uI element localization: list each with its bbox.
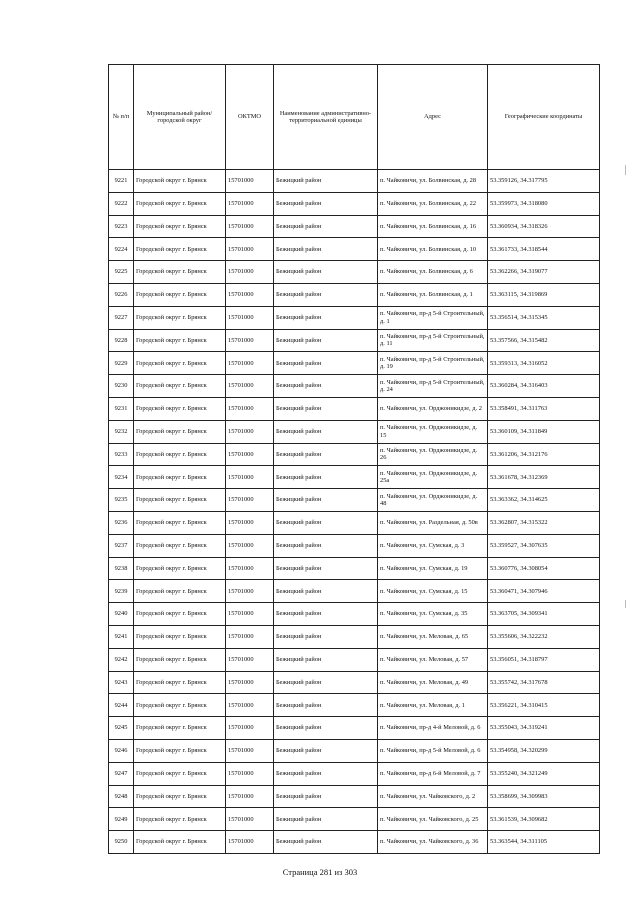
cell-municipality: Городской округ г. Брянск [134, 192, 226, 215]
cell-number: 9241 [109, 625, 134, 648]
cell-admin-unit: Бежицкий район [274, 648, 378, 671]
cell-coordinates: 53.354958, 34.320299 [488, 739, 600, 762]
cell-number: 9232 [109, 420, 134, 443]
cell-number: 9248 [109, 785, 134, 808]
cell-address: п. Чайковичи, пр-д 5-й Строительный, д. 11 [378, 329, 488, 352]
cell-admin-unit: Бежицкий район [274, 489, 378, 512]
table-row [109, 557, 600, 580]
cell-admin-unit: Бежицкий район [274, 192, 378, 215]
cell-coordinates: 53.356221, 34.310415 [488, 694, 600, 717]
cell-number: 9228 [109, 329, 134, 352]
cell-oktmo: 15701000 [226, 489, 274, 512]
header-address: Адрес [378, 65, 488, 170]
table-header-row [109, 65, 600, 170]
cell-municipality: Городской округ г. Брянск [134, 808, 226, 831]
table-row [109, 466, 600, 489]
cell-municipality: Городской округ г. Брянск [134, 443, 226, 466]
cell-address: п. Чайковичи, ул. Чайковского, д. 25 [378, 808, 488, 831]
cell-number: 9234 [109, 466, 134, 489]
cell-coordinates: 53.360284, 34.316403 [488, 375, 600, 398]
cell-oktmo: 15701000 [226, 238, 274, 261]
cell-municipality: Городской округ г. Брянск [134, 397, 226, 420]
cell-address: п. Чайковичи, ул. Меловая, д. 65 [378, 625, 488, 648]
table-row [109, 397, 600, 420]
cell-admin-unit: Бежицкий район [274, 511, 378, 534]
cell-municipality: Городской округ г. Брянск [134, 534, 226, 557]
cell-address: п. Чайковичи, пр-д 5-й Меловой, д. 6 [378, 739, 488, 762]
cell-oktmo: 15701000 [226, 192, 274, 215]
table-row [109, 694, 600, 717]
cell-number: 9223 [109, 215, 134, 238]
cell-admin-unit: Бежицкий район [274, 329, 378, 352]
cell-oktmo: 15701000 [226, 762, 274, 785]
cell-oktmo: 15701000 [226, 625, 274, 648]
cell-number: 9224 [109, 238, 134, 261]
table-row [109, 170, 600, 193]
cell-coordinates: 53.362266, 34.319077 [488, 261, 600, 284]
cell-admin-unit: Бежицкий район [274, 762, 378, 785]
cell-oktmo: 15701000 [226, 534, 274, 557]
cell-address: п. Чайковичи, ул. Сумская, д. 3 [378, 534, 488, 557]
cell-oktmo: 15701000 [226, 808, 274, 831]
cell-address: п. Чайковичи, ул. Чайковского, д. 2 [378, 785, 488, 808]
cell-coordinates: 53.355742, 34.317678 [488, 671, 600, 694]
cell-address: п. Чайковичи, ул. Орджоникидзе, д. 48 [378, 489, 488, 512]
cell-municipality: Городской округ г. Брянск [134, 283, 226, 306]
cell-number: 9229 [109, 352, 134, 375]
cell-address: п. Чайковичи, ул. Меловая, д. 49 [378, 671, 488, 694]
cell-admin-unit: Бежицкий район [274, 443, 378, 466]
header-number: № п/п [109, 65, 134, 170]
cell-address: п. Чайковичи, ул. Орджоникидзе, д. 25а [378, 466, 488, 489]
table-row [109, 489, 600, 512]
cell-coordinates: 53.361733, 34.318544 [488, 238, 600, 261]
table-row [109, 785, 600, 808]
cell-coordinates: 53.363705, 34.309341 [488, 603, 600, 626]
cell-number: 9249 [109, 808, 134, 831]
cell-number: 9244 [109, 694, 134, 717]
cell-number: 9230 [109, 375, 134, 398]
cell-coordinates: 53.359527, 34.307635 [488, 534, 600, 557]
table-row [109, 625, 600, 648]
cell-municipality: Городской округ г. Брянск [134, 329, 226, 352]
table-row [109, 831, 600, 854]
cell-municipality: Городской округ г. Брянск [134, 739, 226, 762]
cell-address: п. Чайковичи, ул. Орджоникидзе, д. 26 [378, 443, 488, 466]
cell-number: 9239 [109, 580, 134, 603]
cell-coordinates: 53.362807, 34.315322 [488, 511, 600, 534]
cell-municipality: Городской округ г. Брянск [134, 671, 226, 694]
cell-coordinates: 53.359313, 34.316052 [488, 352, 600, 375]
cell-oktmo: 15701000 [226, 420, 274, 443]
cell-oktmo: 15701000 [226, 283, 274, 306]
cell-municipality: Городской округ г. Брянск [134, 420, 226, 443]
cell-municipality: Городской округ г. Брянск [134, 580, 226, 603]
header-coordinates: Географические координаты [488, 65, 600, 170]
cell-address: п. Чайковичи, ул. Болвинская, д. 28 [378, 170, 488, 193]
header-oktmo: ОКТМО [226, 65, 274, 170]
cell-number: 9226 [109, 283, 134, 306]
cell-municipality: Городской округ г. Брянск [134, 648, 226, 671]
cell-admin-unit: Бежицкий район [274, 671, 378, 694]
cell-oktmo: 15701000 [226, 443, 274, 466]
cell-admin-unit: Бежицкий район [274, 580, 378, 603]
cell-number: 9242 [109, 648, 134, 671]
cell-address: п. Чайковичи, ул. Болвинская, д. 10 [378, 238, 488, 261]
cell-oktmo: 15701000 [226, 170, 274, 193]
cell-address: п. Чайковичи, ул. Болвинская, д. 22 [378, 192, 488, 215]
cell-address: п. Чайковичи, ул. Болвинская, д. 16 [378, 215, 488, 238]
table-row [109, 192, 600, 215]
cell-admin-unit: Бежицкий район [274, 397, 378, 420]
cell-number: 9227 [109, 306, 134, 329]
cell-address: п. Чайковичи, ул. Сумская, д. 35 [378, 603, 488, 626]
cell-municipality: Городской округ г. Брянск [134, 717, 226, 740]
table-row [109, 329, 600, 352]
cell-coordinates: 53.363362, 34.314625 [488, 489, 600, 512]
cell-admin-unit: Бежицкий район [274, 420, 378, 443]
table-row [109, 352, 600, 375]
cell-coordinates: 53.360776, 34.308054 [488, 557, 600, 580]
cell-oktmo: 15701000 [226, 306, 274, 329]
cell-municipality: Городской округ г. Брянск [134, 375, 226, 398]
cell-coordinates: 53.361539, 34.309682 [488, 808, 600, 831]
cell-number: 9221 [109, 170, 134, 193]
cell-admin-unit: Бежицкий район [274, 283, 378, 306]
cell-oktmo: 15701000 [226, 603, 274, 626]
cell-address: п. Чайковичи, пр-д 5-й Строительный, д. 24 [378, 375, 488, 398]
cell-number: 9237 [109, 534, 134, 557]
cell-oktmo: 15701000 [226, 352, 274, 375]
cell-oktmo: 15701000 [226, 261, 274, 284]
cell-address: п. Чайковичи, ул. Орджоникидзе, д. 2 [378, 397, 488, 420]
table-row [109, 808, 600, 831]
cell-address: п. Чайковичи, ул. Орджоникидзе, д. 15 [378, 420, 488, 443]
table-row [109, 671, 600, 694]
table-row [109, 215, 600, 238]
cell-coordinates: 53.357566, 34.315482 [488, 329, 600, 352]
cell-number: 9243 [109, 671, 134, 694]
cell-coordinates: 53.355606, 34.322232 [488, 625, 600, 648]
cell-coordinates: 53.355043, 34.319241 [488, 717, 600, 740]
cell-admin-unit: Бежицкий район [274, 352, 378, 375]
table-row [109, 511, 600, 534]
cell-number: 9247 [109, 762, 134, 785]
cell-address: п. Чайковичи, ул. Болвинская, д. 1 [378, 283, 488, 306]
cell-number: 9233 [109, 443, 134, 466]
table-row [109, 283, 600, 306]
cell-oktmo: 15701000 [226, 215, 274, 238]
cell-number: 9236 [109, 511, 134, 534]
cell-admin-unit: Бежицкий район [274, 717, 378, 740]
cell-address: п. Чайковичи, пр-д 6-й Меловой, д. 7 [378, 762, 488, 785]
cell-coordinates: 53.363544, 34.311105 [488, 831, 600, 854]
cell-address: п. Чайковичи, ул. Сумская, д. 15 [378, 580, 488, 603]
cell-coordinates: 53.356514, 34.315345 [488, 306, 600, 329]
cell-number: 9246 [109, 739, 134, 762]
table-row [109, 762, 600, 785]
table-row [109, 603, 600, 626]
table-row [109, 443, 600, 466]
cell-oktmo: 15701000 [226, 580, 274, 603]
cell-address: п. Чайковичи, пр-д 4-й Меловой, д. 6 [378, 717, 488, 740]
cell-number: 9235 [109, 489, 134, 512]
table-row [109, 534, 600, 557]
cell-coordinates: 53.356051, 34.318797 [488, 648, 600, 671]
cell-admin-unit: Бежицкий район [274, 215, 378, 238]
table-row [109, 580, 600, 603]
cell-municipality: Городской округ г. Брянск [134, 170, 226, 193]
page-number: Страница 281 из 303 [282, 867, 358, 877]
table-body [109, 170, 600, 854]
cell-admin-unit: Бежицкий район [274, 375, 378, 398]
table-row [109, 648, 600, 671]
table-row [109, 739, 600, 762]
cell-municipality: Городской округ г. Брянск [134, 466, 226, 489]
cell-address: п. Чайковичи, пр-д 5-й Строительный, д. 19 [378, 352, 488, 375]
table-row [109, 261, 600, 284]
margin-mark [625, 165, 626, 175]
cell-municipality: Городской округ г. Брянск [134, 785, 226, 808]
cell-admin-unit: Бежицкий район [274, 261, 378, 284]
cell-coordinates: 53.359126, 34.317795 [488, 170, 600, 193]
cell-oktmo: 15701000 [226, 739, 274, 762]
cell-municipality: Городской округ г. Брянск [134, 762, 226, 785]
cell-coordinates: 53.360471, 34.307946 [488, 580, 600, 603]
cell-oktmo: 15701000 [226, 397, 274, 420]
table-row [109, 717, 600, 740]
cell-coordinates: 53.359973, 34.318080 [488, 192, 600, 215]
cell-oktmo: 15701000 [226, 694, 274, 717]
cell-admin-unit: Бежицкий район [274, 557, 378, 580]
margin-mark [625, 600, 626, 608]
cell-admin-unit: Бежицкий район [274, 739, 378, 762]
cell-oktmo: 15701000 [226, 466, 274, 489]
cell-oktmo: 15701000 [226, 671, 274, 694]
cell-admin-unit: Бежицкий район [274, 170, 378, 193]
cell-municipality: Городской округ г. Брянск [134, 306, 226, 329]
cell-admin-unit: Бежицкий район [274, 808, 378, 831]
cell-oktmo: 15701000 [226, 329, 274, 352]
cell-admin-unit: Бежицкий район [274, 831, 378, 854]
cell-admin-unit: Бежицкий район [274, 785, 378, 808]
table-row [109, 306, 600, 329]
cell-address: п. Чайковичи, ул. Чайковского, д. 36 [378, 831, 488, 854]
cell-oktmo: 15701000 [226, 375, 274, 398]
cell-admin-unit: Бежицкий район [274, 603, 378, 626]
cell-coordinates: 53.358491, 34.311763 [488, 397, 600, 420]
cell-admin-unit: Бежицкий район [274, 625, 378, 648]
cell-number: 9245 [109, 717, 134, 740]
cell-municipality: Городской округ г. Брянск [134, 511, 226, 534]
cell-address: п. Чайковичи, ул. Меловая, д. 1 [378, 694, 488, 717]
cell-coordinates: 53.360109, 34.311849 [488, 420, 600, 443]
header-municipality: Муниципальный район/городской округ [134, 65, 226, 170]
cell-address: п. Чайковичи, ул. Раздельная, д. 50в [378, 511, 488, 534]
cell-admin-unit: Бежицкий район [274, 306, 378, 329]
cell-number: 9250 [109, 831, 134, 854]
cell-number: 9231 [109, 397, 134, 420]
cell-admin-unit: Бежицкий район [274, 466, 378, 489]
header-admin-unit: Наименование административно-территориальной единицы [274, 65, 378, 170]
cell-coordinates: 53.355240, 34.321249 [488, 762, 600, 785]
cell-municipality: Городской округ г. Брянск [134, 603, 226, 626]
cell-municipality: Городской округ г. Брянск [134, 625, 226, 648]
cell-coordinates: 53.360934, 34.318326 [488, 215, 600, 238]
table-row [109, 375, 600, 398]
cell-coordinates: 53.361206, 34.312176 [488, 443, 600, 466]
cell-oktmo: 15701000 [226, 831, 274, 854]
cell-municipality: Городской округ г. Брянск [134, 694, 226, 717]
cell-number: 9240 [109, 603, 134, 626]
cell-address: п. Чайковичи, ул. Болвинская, д. 6 [378, 261, 488, 284]
registry-table [108, 64, 600, 854]
table-row [109, 238, 600, 261]
cell-municipality: Городской округ г. Брянск [134, 261, 226, 284]
cell-admin-unit: Бежицкий район [274, 238, 378, 261]
cell-municipality: Городской округ г. Брянск [134, 215, 226, 238]
cell-coordinates: 53.361678, 34.312369 [488, 466, 600, 489]
cell-oktmo: 15701000 [226, 648, 274, 671]
cell-oktmo: 15701000 [226, 785, 274, 808]
cell-coordinates: 53.363115, 34.319869 [488, 283, 600, 306]
cell-number: 9225 [109, 261, 134, 284]
cell-admin-unit: Бежицкий район [274, 534, 378, 557]
cell-municipality: Городской округ г. Брянск [134, 489, 226, 512]
cell-oktmo: 15701000 [226, 557, 274, 580]
cell-oktmo: 15701000 [226, 511, 274, 534]
cell-address: п. Чайковичи, ул. Сумская, д. 19 [378, 557, 488, 580]
cell-oktmo: 15701000 [226, 717, 274, 740]
cell-address: п. Чайковичи, ул. Меловая, д. 57 [378, 648, 488, 671]
cell-municipality: Городской округ г. Брянск [134, 352, 226, 375]
cell-admin-unit: Бежицкий район [274, 694, 378, 717]
cell-municipality: Городской округ г. Брянск [134, 238, 226, 261]
cell-municipality: Городской округ г. Брянск [134, 557, 226, 580]
cell-coordinates: 53.358699, 34.309983 [488, 785, 600, 808]
cell-address: п. Чайковичи, пр-д 5-й Строительный, д. 1 [378, 306, 488, 329]
table-row [109, 420, 600, 443]
cell-number: 9222 [109, 192, 134, 215]
cell-municipality: Городской округ г. Брянск [134, 831, 226, 854]
cell-number: 9238 [109, 557, 134, 580]
